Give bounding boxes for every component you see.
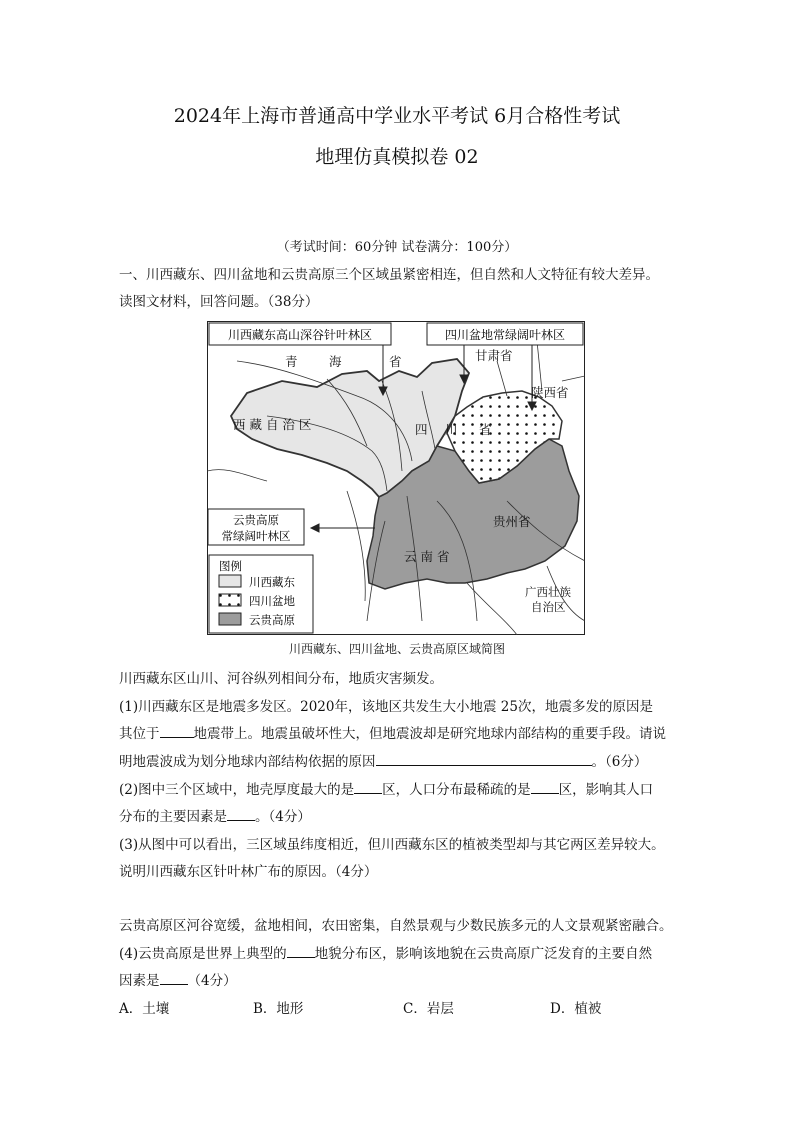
- q4-line1: [119, 942, 652, 962]
- legend-item-basin: 四川盆地: [249, 594, 295, 608]
- q1-blank2[interactable]: [376, 753, 592, 766]
- q4-line2-b: （4分）: [187, 973, 237, 989]
- exam-info: （考试时间：60分钟 试卷满分：100分）: [276, 240, 518, 255]
- q1-line2-b: 地震带上。地震虽破坏性大，但地震波却是研究地球内部结构的重要手段。请说: [193, 726, 666, 742]
- legend-item-chuanxi: 川西藏东: [249, 575, 295, 589]
- q1-line2-a: 其位于: [119, 726, 160, 742]
- option-b[interactable]: B．地形: [253, 1001, 304, 1017]
- map-caption: 川西藏东、四川盆地、云贵高原区域简图: [288, 642, 505, 656]
- map-legend: [209, 555, 313, 633]
- label-hai: 海: [329, 354, 342, 369]
- q1-line3-b: 。（6分）: [591, 754, 648, 770]
- q2-blank2[interactable]: [531, 781, 559, 794]
- region-map: [207, 321, 585, 635]
- label-basin-zone: 四川盆地常绿阔叶林区: [444, 328, 566, 342]
- q2-line1-c: 区，影响其人口: [558, 782, 654, 798]
- q2-line1-b: 区，人口分布最稀疏的是: [382, 782, 531, 798]
- legend-item-yungui: 云贵高原: [249, 613, 295, 627]
- q1-line3: [119, 750, 647, 770]
- q2-line2-b: 。（4分）: [255, 809, 311, 825]
- option-a[interactable]: A．土壤: [119, 1001, 170, 1017]
- q1-blank1[interactable]: [160, 725, 194, 738]
- exam-subtitle: 地理仿真模拟卷 02: [315, 146, 479, 168]
- q4-blank1[interactable]: [287, 945, 315, 958]
- section1-intro-line2: 读图文材料，回答问题。（38分）: [119, 294, 319, 310]
- para1: 川西藏东区山川、河谷纵列相间分布，地质灾害频发。: [119, 671, 443, 687]
- label-yungui-zone-1: 云贵高原: [233, 513, 279, 527]
- label-guangxi-2: 自治区: [531, 600, 566, 614]
- q2-line1: [119, 778, 653, 798]
- section1-intro-line1: 一、川西藏东、四川盆地和云贵高原三个区域虽紧密相连，但自然和人文特征有较大差异。: [119, 267, 659, 283]
- q2-line2-a: 分布的主要因素是: [119, 809, 227, 825]
- q2-line2: [119, 805, 311, 825]
- label-sheng-qinghai: 省: [389, 354, 402, 369]
- q2-blank1[interactable]: [354, 781, 382, 794]
- label-guizhou: 贵州省: [493, 514, 531, 529]
- label-gansu: 甘肃省: [475, 348, 513, 363]
- option-c[interactable]: C．岩层: [403, 1001, 454, 1017]
- label-xizang: 西 藏 自 治 区: [233, 417, 312, 432]
- label-sheng-sichuan: 省: [479, 422, 492, 437]
- label-yunnan: 云 南 省: [404, 549, 450, 564]
- q4-blank2[interactable]: [160, 972, 188, 985]
- q1-line2: [119, 722, 666, 742]
- label-si: 四: [415, 422, 428, 437]
- q1-line1: (1)川西藏东区是地震多发区。2020年，该地区共发生大小地震 25次，地震多发的原因是: [119, 699, 653, 715]
- q2-blank3[interactable]: [227, 808, 255, 821]
- q3-line2: 说明川西藏东区针叶林广布的原因。（4分）: [119, 864, 378, 880]
- legend-title: 图例: [219, 559, 242, 573]
- q1-line3-a: 明地震波成为划分地球内部结构依据的原因: [119, 754, 376, 770]
- label-yungui-zone-2: 常绿阔叶林区: [221, 529, 291, 543]
- label-shaanxi: 陕西省: [531, 385, 569, 400]
- label-chuan: 川: [445, 422, 458, 437]
- option-d[interactable]: D．植被: [550, 1001, 602, 1017]
- q2-line1-a: (2)图中三个区域中，地壳厚度最大的是: [119, 782, 355, 798]
- q4-line2: [119, 969, 237, 989]
- q4-line1-a: (4)云贵高原是世界上典型的: [119, 946, 287, 962]
- q4-line1-b: 地貌分布区，影响该地貌在云贵高原广泛发育的主要自然: [314, 946, 653, 962]
- label-qing: 青: [285, 354, 298, 369]
- exam-title: 2024年上海市普通高中学业水平考试 6月合格性考试: [173, 105, 621, 127]
- q3-line1: (3)从图中可以看出，三区域虽纬度相近，但川西藏东区的植被类型却与其它两区差异较大。: [119, 837, 665, 853]
- label-guangxi-1: 广西壮族: [525, 585, 571, 599]
- label-chuanxi-zone: 川西藏东高山深谷针叶林区: [227, 328, 373, 342]
- q4-line2-a: 因素是: [119, 973, 160, 989]
- para2: 云贵高原区河谷宽缓，盆地相间，农田密集，自然景观与少数民族多元的人文景观紧密融合。: [119, 918, 673, 934]
